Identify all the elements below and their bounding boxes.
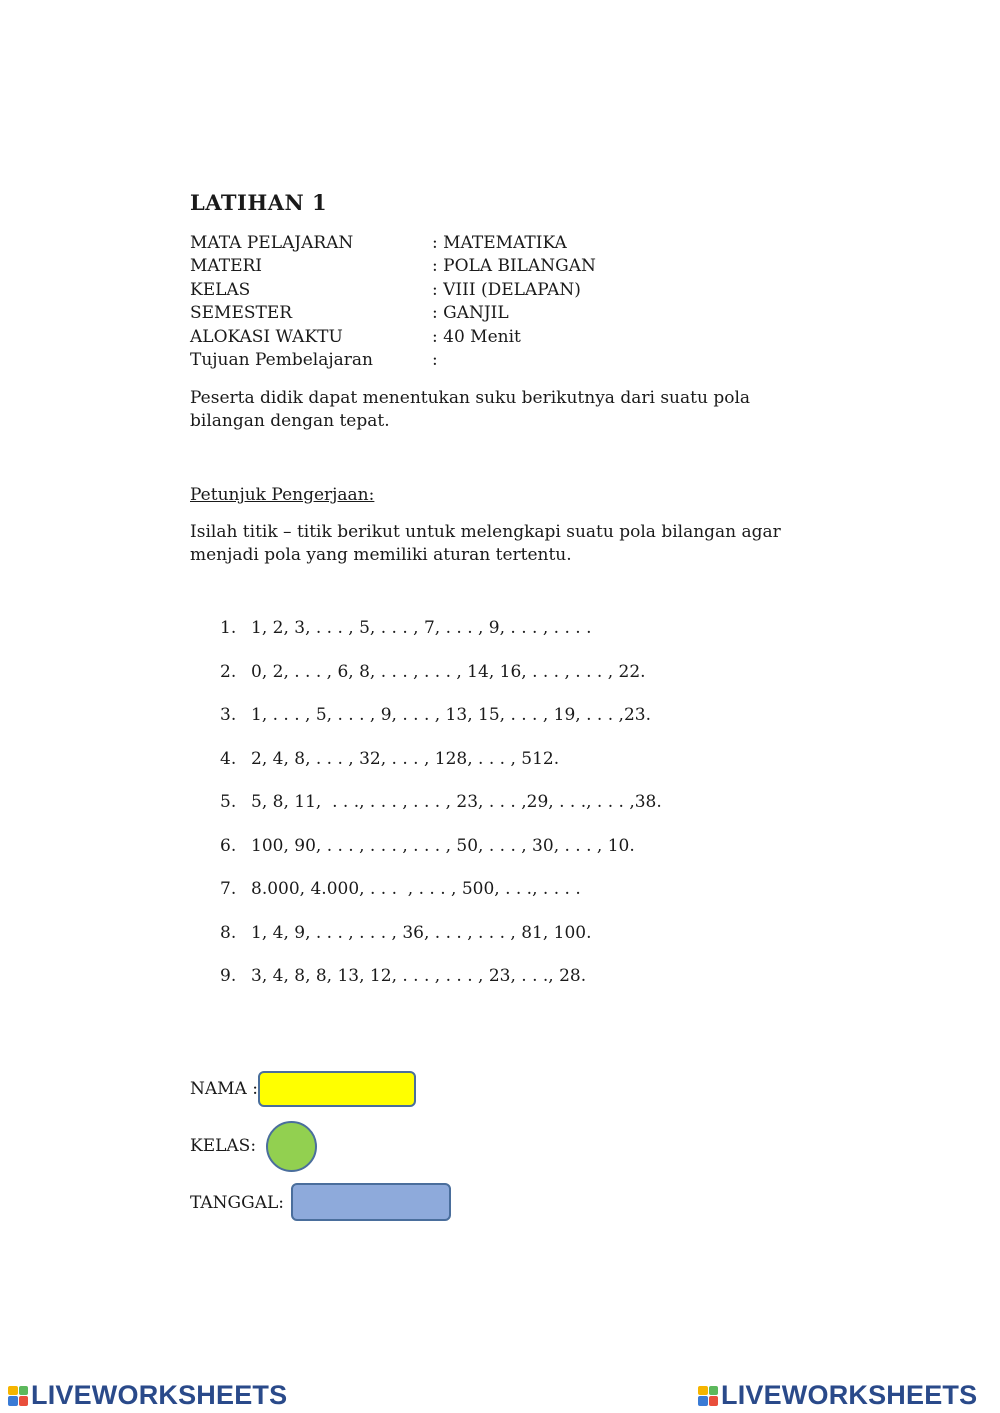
- info-value: :: [432, 350, 438, 371]
- question-item: [220, 792, 662, 836]
- question-item: [220, 749, 662, 793]
- name-label: NAMA :: [190, 1079, 258, 1099]
- info-label: SEMESTER: [190, 303, 293, 324]
- question-number: 5.: [220, 792, 237, 812]
- class-input[interactable]: [266, 1121, 317, 1172]
- question-text: 1, . . . , 5, . . . , 9, . . . , 13, 15, . . . , 19, . . . ,23.: [251, 705, 651, 725]
- info-label: ALOKASI WAKTU: [190, 326, 343, 347]
- instructions-heading: Petunjuk Pengerjaan:: [190, 485, 375, 505]
- question-number: 4.: [220, 748, 237, 769]
- info-row-subject: [190, 232, 596, 255]
- liveworksheets-logo-icon: [8, 1386, 28, 1406]
- question-item: [220, 923, 662, 967]
- brand-logo-right: [698, 1380, 977, 1411]
- name-input[interactable]: [258, 1071, 416, 1107]
- info-value: : 40 Menit: [432, 326, 521, 347]
- info-label: MATA PELAJARAN: [190, 233, 354, 253]
- question-number: 6.: [220, 835, 237, 856]
- question-text: 1, 2, 3, . . . , 5, . . . , 7, . . . , 9, . . . , . . . .: [251, 618, 592, 638]
- date-input[interactable]: [291, 1183, 451, 1221]
- question-number: 3.: [220, 705, 237, 725]
- question-item: [220, 662, 662, 706]
- instructions-text: Isilah titik – titik berikut untuk melengkapi suatu pola bilangan agar menjadi pola yang memiliki aturan tertentu.: [190, 522, 781, 566]
- info-row-goal: [190, 349, 596, 372]
- question-text: 100, 90, . . . , . . . , . . . , 50, . . . , 30, . . . , 10.: [251, 835, 635, 856]
- brand-text: LIVEWORKSHEETS: [721, 1380, 978, 1410]
- question-item: [220, 618, 662, 662]
- question-text: 8.000, 4.000, . . . , . . . , 500, . . ., . . . .: [251, 879, 581, 899]
- question-text: 3, 4, 8, 8, 13, 12, . . . , . . . , 23, . . ., 28.: [251, 966, 587, 986]
- question-number: 9.: [220, 966, 237, 986]
- question-text: 0, 2, . . . , 6, 8, . . . , . . . , 14, 16, . . . , . . . , 22.: [251, 661, 646, 682]
- info-row-semester: [190, 302, 596, 325]
- question-item: [220, 966, 662, 1010]
- question-number: 1.: [220, 618, 237, 638]
- info-value: : VIII (DELAPAN): [432, 279, 581, 300]
- date-label: TANGGAL:: [190, 1193, 285, 1213]
- question-text: 2, 4, 8, . . . , 32, . . . , 128, . . . , 512.: [251, 748, 560, 769]
- question-text: 1, 4, 9, . . . , . . . , 36, . . . , . . . , 81, 100.: [251, 922, 592, 943]
- info-label: MATERI: [190, 256, 263, 277]
- question-item: [220, 705, 662, 749]
- info-label: Tujuan Pembelajaran: [190, 350, 373, 371]
- info-row-time: [190, 326, 596, 349]
- question-item: [220, 879, 662, 923]
- info-row-material: [190, 255, 596, 278]
- question-number: 7.: [220, 879, 237, 899]
- question-number: 8.: [220, 922, 237, 943]
- class-label: KELAS:: [190, 1136, 257, 1156]
- question-text: 5, 8, 11, . . ., . . . , . . . , 23, . . . ,29, . . ., . . . ,38.: [251, 792, 662, 812]
- info-value: : POLA BILANGAN: [432, 256, 596, 277]
- info-value: : MATEMATIKA: [432, 233, 567, 253]
- info-row-class: [190, 279, 596, 302]
- question-item: [220, 836, 662, 880]
- brand-logo-left: [8, 1380, 287, 1411]
- page-title: LATIHAN 1: [190, 190, 328, 215]
- info-label: KELAS: [190, 279, 251, 300]
- info-value: : GANJIL: [432, 303, 509, 324]
- question-list: [220, 618, 662, 1010]
- learning-goal-text: Peserta didik dapat menentukan suku berikutnya dari suatu pola bilangan dengan tepat.: [190, 388, 751, 432]
- liveworksheets-logo-icon: [698, 1386, 718, 1406]
- brand-text: LIVEWORKSHEETS: [31, 1380, 288, 1410]
- question-number: 2.: [220, 661, 237, 682]
- info-table: [190, 232, 596, 372]
